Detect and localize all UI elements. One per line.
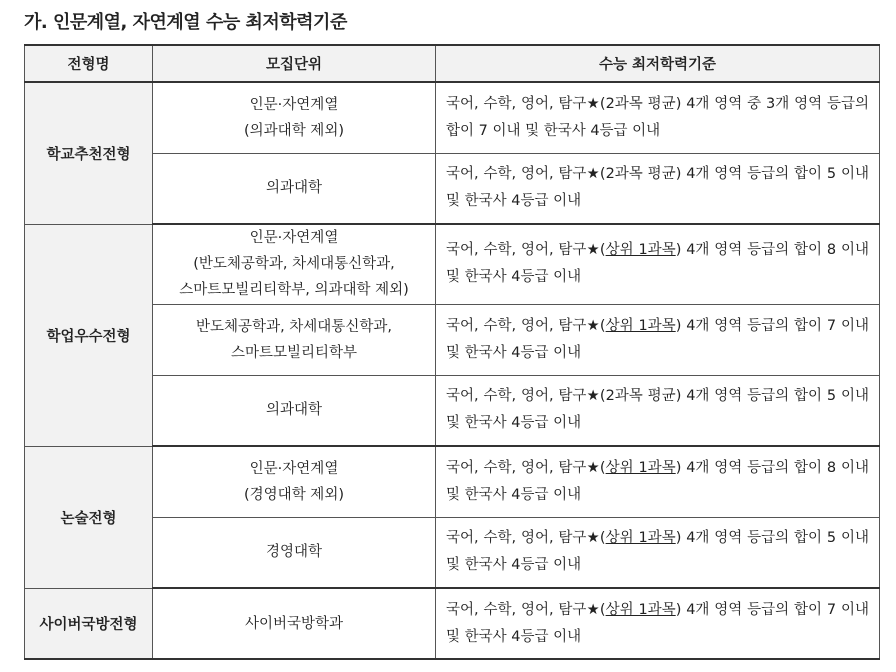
header-criteria: 수능 최저학력기준 <box>436 45 880 82</box>
admission-type-cell: 논술전형 <box>25 446 153 588</box>
criteria-text-post: ) 4개 영역 등급의 합이 7 이내 및 한국사 4등급 이내 <box>446 601 869 645</box>
recruit-unit-line: 경영대학 <box>265 544 323 561</box>
criteria-text-post: ) 4개 영역 등급의 합이 8 이내 및 한국사 4등급 이내 <box>446 459 869 503</box>
table-row <box>25 304 880 375</box>
recruit-unit-line: 의과대학 <box>265 180 323 197</box>
table-row <box>25 224 880 304</box>
recruit-unit-cell <box>153 375 436 446</box>
recruit-unit-cell <box>153 82 436 153</box>
header-unit: 모집단위 <box>153 45 436 82</box>
recruit-unit-line: 의과대학 <box>265 402 323 419</box>
recruit-unit-line: 인문·자연계열 <box>249 460 339 477</box>
criteria-text-pre: 국어, 수학, 영어, 탐구★( <box>446 95 606 112</box>
criteria-text-post: ) 4개 영역 중 3개 영역 등급의 합이 7 이내 및 한국사 4등급 이내 <box>446 95 869 139</box>
criteria-table <box>24 44 880 660</box>
criteria-cell <box>436 588 880 659</box>
criteria-text-pre: 국어, 수학, 영어, 탐구★( <box>446 388 606 405</box>
table-row <box>25 446 880 517</box>
criteria-subject-rule: 상위 1과목 <box>605 242 676 259</box>
recruit-unit-line: (의과대학 제외) <box>244 122 344 139</box>
criteria-cell <box>436 446 880 517</box>
criteria-text-pre: 국어, 수학, 영어, 탐구★( <box>446 242 606 259</box>
header-type: 전형명 <box>25 45 153 82</box>
recruit-unit-line: 인문·자연계열 <box>249 96 339 113</box>
criteria-cell <box>436 82 880 153</box>
table-row <box>25 375 880 446</box>
recruit-unit-cell <box>153 224 436 304</box>
page-title: 가. 인문계열, 자연계열 수능 최저학력기준 <box>24 12 347 33</box>
recruit-unit-line: 사이버국방학과 <box>244 615 344 632</box>
table-row <box>25 153 880 224</box>
criteria-cell <box>436 375 880 446</box>
table-row <box>25 517 880 588</box>
admission-type-cell: 사이버국방전형 <box>25 588 153 659</box>
recruit-unit-line: 반도체공학과, 차세대통신학과, <box>196 318 392 335</box>
criteria-text-post: ) 4개 영역 등급의 합이 5 이내 및 한국사 4등급 이내 <box>446 530 869 574</box>
criteria-cell <box>436 304 880 375</box>
recruit-unit-cell <box>153 588 436 659</box>
criteria-cell <box>436 224 880 304</box>
criteria-subject-rule: 2과목 평균 <box>605 95 676 112</box>
criteria-subject-rule: 2과목 평균 <box>605 166 676 183</box>
recruit-unit-line: 인문·자연계열 <box>249 230 339 247</box>
criteria-cell <box>436 153 880 224</box>
recruit-unit-cell <box>153 517 436 588</box>
criteria-text-pre: 국어, 수학, 영어, 탐구★( <box>446 317 606 334</box>
table-header-row <box>25 45 880 82</box>
table-row <box>25 588 880 659</box>
criteria-text-pre: 국어, 수학, 영어, 탐구★( <box>446 459 606 476</box>
criteria-cell <box>436 517 880 588</box>
criteria-text-post: ) 4개 영역 등급의 합이 5 이내 및 한국사 4등급 이내 <box>446 388 869 432</box>
recruit-unit-line: (반도체공학과, 차세대통신학과, <box>193 256 395 273</box>
criteria-text-post: ) 4개 영역 등급의 합이 7 이내 및 한국사 4등급 이내 <box>446 317 869 361</box>
criteria-text-post: ) 4개 영역 등급의 합이 5 이내 및 한국사 4등급 이내 <box>446 166 869 210</box>
criteria-subject-rule: 상위 1과목 <box>605 530 676 547</box>
recruit-unit-line: 스마트모빌리티학부 <box>230 344 358 361</box>
criteria-text-pre: 국어, 수학, 영어, 탐구★( <box>446 166 606 183</box>
admission-type-cell: 학업우수전형 <box>25 224 153 446</box>
admission-type-cell: 학교추천전형 <box>25 82 153 224</box>
table-row <box>25 82 880 153</box>
criteria-text-pre: 국어, 수학, 영어, 탐구★( <box>446 530 606 547</box>
criteria-subject-rule: 상위 1과목 <box>605 601 676 618</box>
recruit-unit-cell <box>153 304 436 375</box>
recruit-unit-cell <box>153 446 436 517</box>
recruit-unit-line: 스마트모빌리티학부, 의과대학 제외) <box>179 282 409 299</box>
criteria-subject-rule: 2과목 평균 <box>605 388 676 405</box>
recruit-unit-line: (경영대학 제외) <box>244 486 344 503</box>
criteria-subject-rule: 상위 1과목 <box>605 317 676 334</box>
criteria-text-post: ) 4개 영역 등급의 합이 8 이내 및 한국사 4등급 이내 <box>446 242 869 286</box>
recruit-unit-cell <box>153 153 436 224</box>
criteria-text-pre: 국어, 수학, 영어, 탐구★( <box>446 601 606 618</box>
criteria-subject-rule: 상위 1과목 <box>605 459 676 476</box>
